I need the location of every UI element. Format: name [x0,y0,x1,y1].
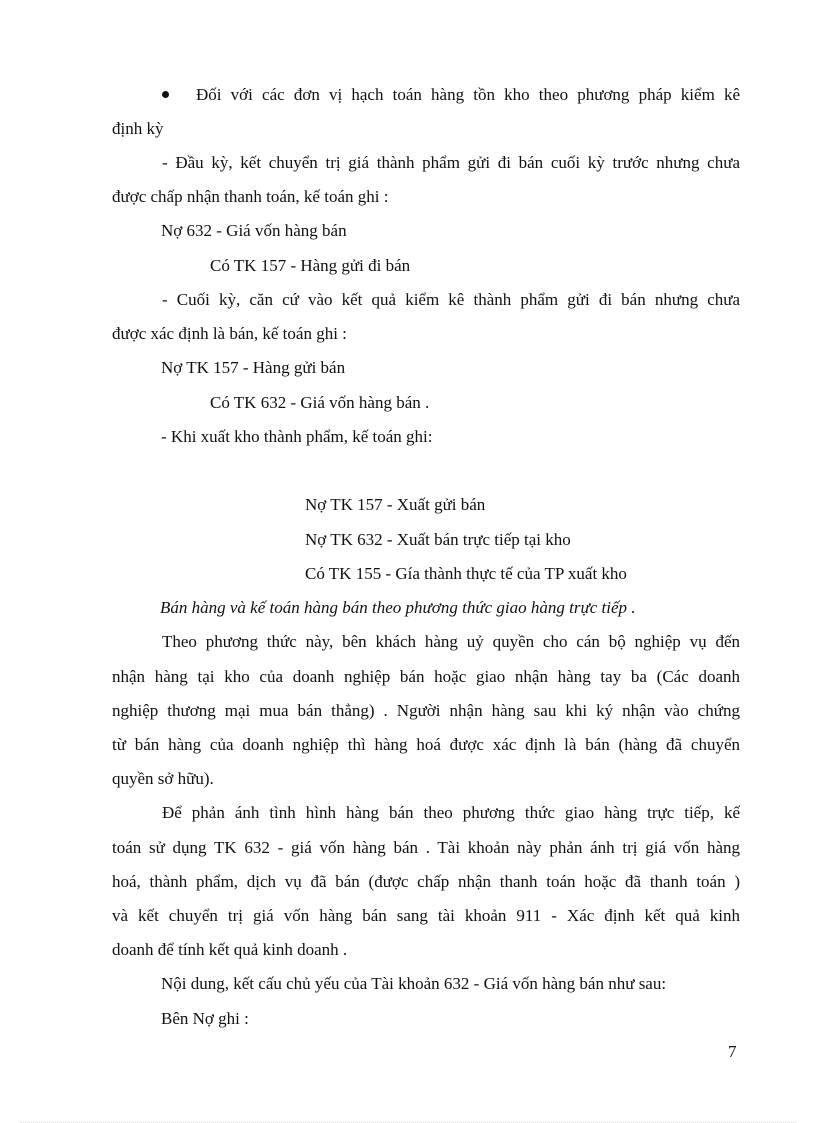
paragraph-2-line-2: được xác định là bán, kế toán ghi : [112,324,347,343]
paragraph-3-line-1: - Khi xuất kho thành phẩm, kế toán ghi: [161,427,433,446]
paragraph-4-line-3: nghiệp thương mại mua bán thẳng) . Người nhận hàng sau khi ký nhận vào chứng [112,701,740,720]
entry-2-debit: Nợ TK 157 - Hàng gửi bán [161,358,346,377]
entry-3-debit-1: Nợ TK 157 - Xuất gửi bán [305,495,486,514]
entry-2-credit: Có TK 632 - Giá vốn hàng bán . [210,393,430,412]
paragraph-6-line-1: Nội dung, kết cấu chủ yếu của Tài khoản 632 - Giá vốn hàng bán như sau: [161,974,667,993]
paragraph-5-line-2: toán sử dụng TK 632 - giá vốn hàng bán . Tài khoản này phản ánh trị giá vốn hàng [112,838,740,857]
paragraph-4-line-1: Theo phương thức này, bên khách hàng uỷ quyền cho cán bộ nghiệp vụ đến [162,632,740,651]
page-number: 7 [728,1042,737,1061]
paragraph-5-line-1: Để phản ánh tình hình hàng bán theo phương thức giao hàng trực tiếp, kế [162,803,740,822]
bullet-line-cont: định kỳ [112,119,164,138]
italic-heading: Bán hàng và kế toán hàng bán theo phương thức giao hàng trực tiếp . [160,598,636,617]
paragraph-7-line-1: Bên Nợ ghi : [161,1009,249,1028]
paragraph-4-line-4: từ bán hàng của doanh nghiệp thì hàng hoá được xác định là bán (hàng đã chuyển [112,735,740,754]
paragraph-2-line-1: - Cuối kỳ, căn cứ vào kết quả kiểm kê thành phẩm gửi đi bán nhưng chưa [162,290,740,309]
paragraph-4-line-2: nhận hàng tại kho của doanh nghiệp bán hoặc giao nhận hàng tay ba (Các doanh [112,667,740,686]
paragraph-5-line-5: doanh để tính kết quả kinh doanh . [112,940,348,959]
paragraph-5-line-3: hoá, thành phẩm, dịch vụ đã bán (được chấp nhận thanh toán hoặc đã thanh toán ) [112,872,740,891]
entry-1-credit: Có TK 157 - Hàng gửi đi bán [210,256,411,275]
paragraph-1-line-2: được chấp nhận thanh toán, kế toán ghi : [112,187,389,206]
entry-3-credit: Có TK 155 - Gía thành thực tế của TP xuất kho [305,564,627,583]
paragraph-5-line-4: và kết chuyển trị giá vốn hàng bán sang tài khoản 911 - Xác định kết quả kinh [112,906,740,925]
entry-1-debit: Nợ 632 - Giá vốn hàng bán [161,221,347,240]
bullet-line: Đối với các đơn vị hạch toán hàng tồn kho theo phương pháp kiểm kê [196,85,740,104]
bullet-icon [162,91,169,98]
paragraph-1-line-1: - Đầu kỳ, kết chuyển trị giá thành phẩm gửi đi bán cuối kỳ trước nhưng chưa [162,153,740,172]
entry-3-debit-2: Nợ TK 632 - Xuất bán trực tiếp tại kho [305,530,571,549]
paragraph-4-line-5: quyền sở hữu). [112,769,214,788]
